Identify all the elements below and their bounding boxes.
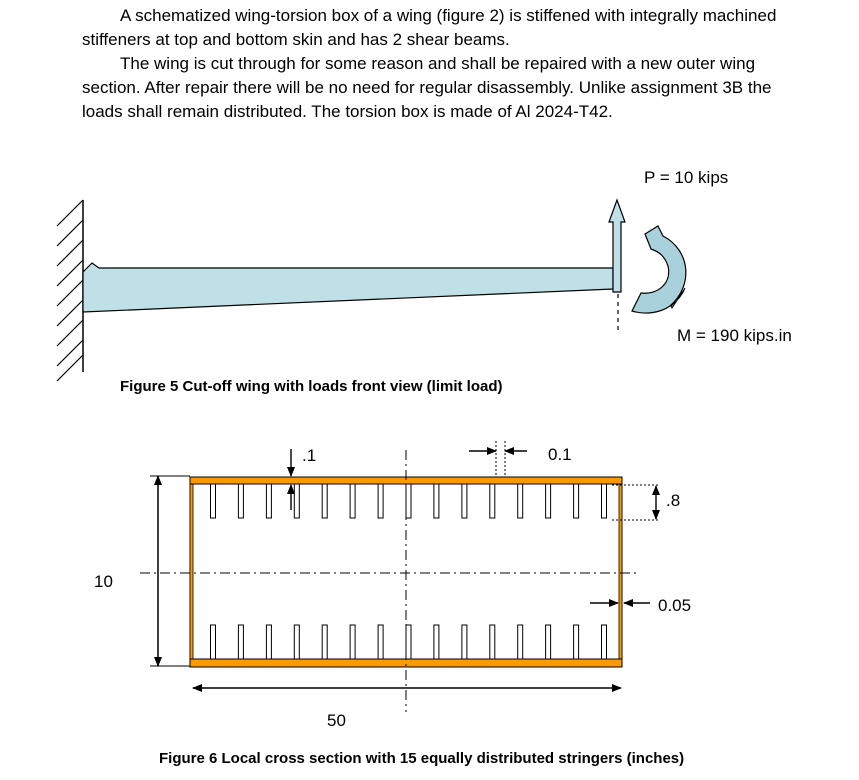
stringer bbox=[350, 625, 355, 659]
stringer bbox=[294, 484, 299, 518]
stringer bbox=[462, 484, 467, 518]
stringer bbox=[211, 625, 216, 659]
stringer bbox=[490, 625, 495, 659]
stringer bbox=[434, 625, 439, 659]
stringer bbox=[322, 484, 327, 518]
stringer bbox=[294, 625, 299, 659]
width-label: 50 bbox=[327, 711, 346, 730]
stringer bbox=[518, 484, 523, 518]
stringer bbox=[350, 484, 355, 518]
top-stringers bbox=[211, 484, 607, 518]
height-dimension bbox=[150, 476, 190, 666]
stringer bbox=[434, 484, 439, 518]
figure5-caption: Figure 5 Cut-off wing with loads front view (limit load) bbox=[120, 378, 503, 395]
right-shear-web bbox=[619, 477, 622, 667]
stringer bbox=[574, 484, 579, 518]
stringer bbox=[378, 484, 383, 518]
stringer-width-dimension bbox=[469, 441, 527, 475]
stringer-height-label: .8 bbox=[666, 491, 681, 510]
stringer bbox=[602, 625, 607, 659]
figure6-caption: Figure 6 Local cross section with 15 equally distributed stringers (inches) bbox=[159, 750, 685, 767]
skin-thickness-label: .1 bbox=[302, 446, 317, 465]
web-thickness-label: 0.05 bbox=[658, 596, 692, 615]
wing-beam bbox=[83, 263, 613, 312]
intro-paragraph-1: A schematized wing-torsion box of a wing (figure 2) is stiffened with integrally machined stiffeners at top and bottom skin and has 2 shear beams. bbox=[82, 6, 777, 49]
stringer bbox=[518, 625, 523, 659]
stringer bbox=[238, 484, 243, 518]
intro-paragraph-2: The wing is cut through for some reason and shall be repaired with a new outer wing section. After repair there will be no need for regular disassembly. Unlike assignment 3B the loads shall remain distributed. The torsion box is made of Al 2024-T42. bbox=[82, 54, 772, 121]
stringer bbox=[211, 484, 216, 518]
moment-label: M = 190 kips.in bbox=[677, 326, 792, 345]
stringer bbox=[266, 625, 271, 659]
stringer bbox=[546, 484, 551, 518]
stringer bbox=[238, 625, 243, 659]
stringer bbox=[574, 625, 579, 659]
stringer bbox=[266, 484, 271, 518]
stringer bbox=[322, 625, 327, 659]
moment-arrow bbox=[632, 226, 686, 313]
load-label: P = 10 kips bbox=[644, 168, 729, 187]
stringer-width-label: 0.1 bbox=[548, 445, 572, 464]
left-shear-web bbox=[190, 477, 193, 667]
height-label: 10 bbox=[94, 572, 113, 591]
stringer bbox=[406, 625, 411, 659]
stringer bbox=[490, 484, 495, 518]
stringer bbox=[406, 484, 411, 518]
bottom-stringers bbox=[211, 625, 607, 659]
stringer bbox=[546, 625, 551, 659]
stringer bbox=[378, 625, 383, 659]
stringer bbox=[602, 484, 607, 518]
stringer bbox=[462, 625, 467, 659]
wall-support bbox=[57, 200, 83, 381]
